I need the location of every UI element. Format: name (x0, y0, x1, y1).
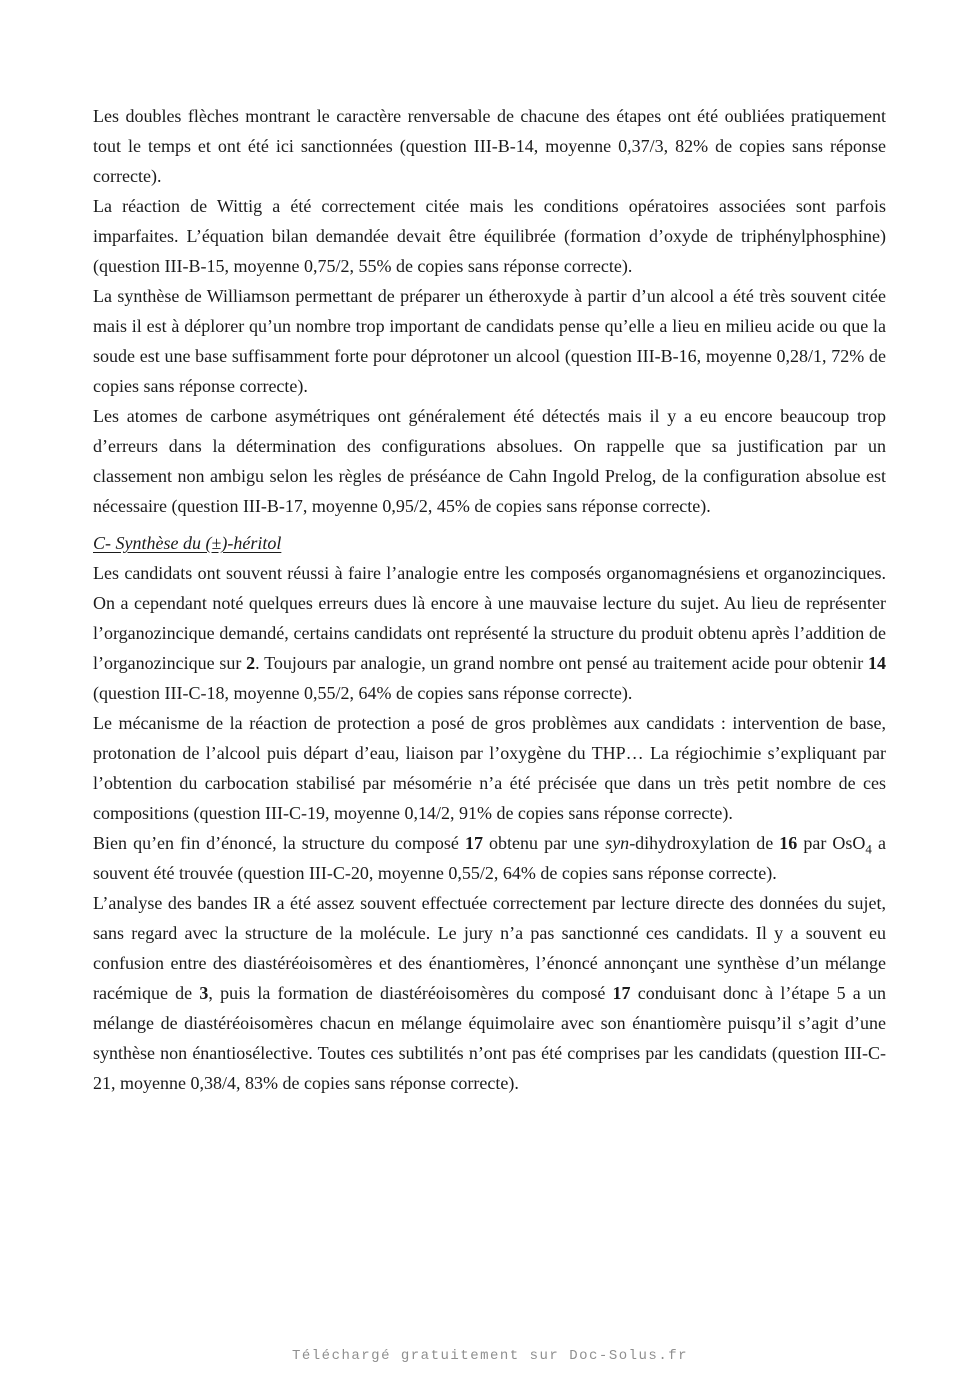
paragraph (93, 101, 886, 191)
text-run: L’analyse des bandes IR a été assez souvent effectuée correctement par lecture directe des données du sujet, sans regard avec la structure de la molécule. Le jury n’a pas sanctionné ces candidats. Il y a souvent eu confusion entre des diastéréoisomères et des énantiomères, l’énoncé annonçant une synthèse d’un mélange racémique de (93, 893, 886, 1003)
text-run: 17 (464, 833, 483, 853)
text-run: 3 (199, 983, 209, 1003)
text-run: 17 (612, 983, 631, 1003)
text-run: , puis la formation de diastéréoisomères du composé (208, 983, 613, 1003)
paragraph (93, 558, 886, 708)
section-heading (93, 528, 886, 558)
text-run: 2 (246, 653, 256, 673)
text-run: 14 (868, 653, 886, 673)
text-run: obtenu par une (482, 833, 606, 853)
text-run: Bien qu’en fin d’énoncé, la structure du composé (93, 833, 465, 853)
document-text-block (93, 101, 886, 1098)
text-run: -dihydroxylation de (629, 833, 780, 853)
text-run: C- Synthèse du (±)-héritol (93, 533, 282, 553)
text-run: Les doubles flèches montrant le caractère renversable de chacune des étapes ont été oubliées pratiquement tout le temps et ont été ici sanctionnées (question III-B-14, moyenne 0,37/3, 82% de copies sans réponse correcte). (93, 106, 886, 186)
paragraph (93, 401, 886, 521)
text-run: par OsO (797, 833, 866, 853)
text-run: La réaction de Wittig a été correctement citée mais les conditions opératoires associées sont parfois imparfaites. L’équation bilan demandée devait être équilibrée (formation d’oxyde de triphénylphosphine) (question III-B-15, moyenne 0,75/2, 55% de copies sans réponse correcte). (93, 196, 886, 276)
paragraph (93, 191, 886, 281)
paragraph (93, 828, 886, 888)
text-run: 16 (779, 833, 798, 853)
watermark-footer: Téléchargé gratuitement sur Doc-Solus.fr (291, 1348, 689, 1364)
paragraph (93, 888, 886, 1098)
paragraph (93, 708, 886, 828)
text-run: . Toujours par analogie, un grand nombre ont pensé au traitement acide pour obtenir (255, 653, 868, 673)
paragraph (93, 281, 886, 401)
text-run: Le mécanisme de la réaction de protection a posé de gros problèmes aux candidats : intervention de base, protonation de l’alcool puis départ d’eau, liaison par l’oxygène du THP… La régiochimie s’expliquant par l’obtention du carbocation stabilisé par mésomérie n’a été précisée que dans un très petit nombre de ces compositions (question III-C-19, moyenne 0,14/2, 91% de copies sans réponse correcte). (93, 713, 886, 823)
text-run: (question III-C-18, moyenne 0,55/2, 64% de copies sans réponse correcte). (93, 683, 633, 703)
text-run: a souvent été trouvée (question III-C-20, moyenne 0,55/2, 64% de copies sans réponse correcte). (93, 833, 886, 883)
text-run: Les candidats ont souvent réussi à faire l’analogie entre les composés organomagnésiens et organozinciques. On a cependant noté quelques erreurs dues là encore à une mauvaise lecture du sujet. Au lieu de représenter l’organozincique demandé, certains candidats ont représenté la structure du produit obtenu après l’addition de l’organozincique sur (93, 563, 886, 673)
text-run: syn (605, 833, 630, 853)
text-run: 4 (865, 841, 872, 857)
text-run: La synthèse de Williamson permettant de préparer un étheroxyde à partir d’un alcool a été très souvent citée mais il est à déplorer qu’un nombre trop important de candidats pense qu’elle a lieu en milieu acide ou que la soude est une base suffisamment forte pour déprotoner un alcool (question III-B-16, moyenne 0,28/1, 72% de copies sans réponse correcte). (93, 286, 886, 396)
text-run: Les atomes de carbone asymétriques ont généralement été détectés mais il y a eu encore beaucoup trop d’erreurs dans la détermination des configurations absolues. On rappelle que sa justification par un classement non ambigu selon les règles de préséance de Cahn Ingold Prelog, de la configuration absolue est nécessaire (question III-B-17, moyenne 0,95/2, 45% de copies sans réponse correcte). (93, 406, 886, 516)
text-run: conduisant donc à l’étape 5 a un mélange de diastéréoisomères chacun en mélange équimolaire avec son énantiomère puisqu’il s’agit d’une synthèse non énantiosélective. Toutes ces subtilités n’ont pas été comprises par les candidats (question III-C-21, moyenne 0,38/4, 83% de copies sans réponse correcte). (93, 983, 886, 1093)
